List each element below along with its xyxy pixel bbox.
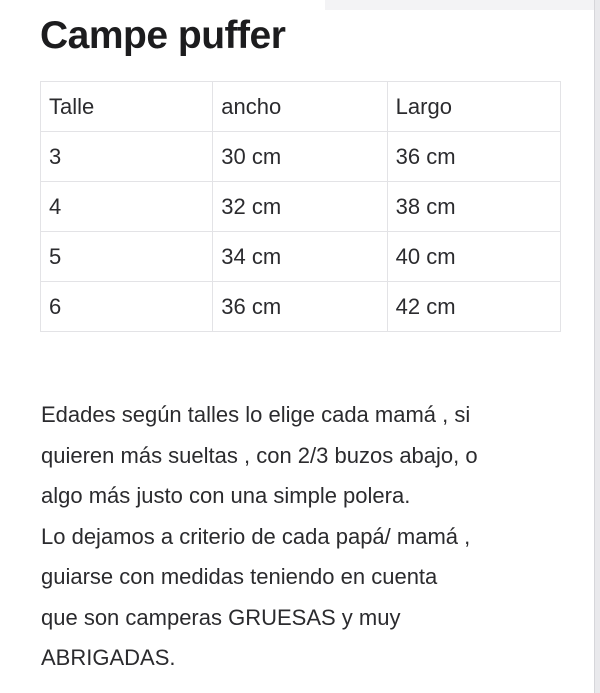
table-row	[41, 182, 561, 232]
size-chart-table	[40, 81, 561, 332]
cell-talle: 4	[41, 182, 213, 232]
description-text	[41, 395, 576, 679]
cell-ancho: 36 cm	[213, 282, 387, 332]
table-row	[41, 132, 561, 182]
cell-talle: 6	[41, 282, 213, 332]
table-row	[41, 232, 561, 282]
right-edge-divider	[594, 0, 600, 693]
cell-ancho: 30 cm	[213, 132, 387, 182]
cell-largo: 42 cm	[387, 282, 560, 332]
header-ancho: ancho	[213, 82, 387, 132]
description-line: que son camperas GRUESAS y muy	[41, 604, 401, 630]
top-edge-shade	[325, 0, 595, 10]
page-title: Campe puffer	[40, 14, 286, 57]
header-largo: Largo	[387, 82, 560, 132]
cell-largo: 38 cm	[387, 182, 560, 232]
cell-largo: 36 cm	[387, 132, 560, 182]
description-line: quieren más sueltas , con 2/3 buzos abajo, o	[41, 442, 478, 468]
cell-talle: 3	[41, 132, 213, 182]
table-row	[41, 282, 561, 332]
table-header-row	[41, 82, 561, 132]
cell-largo: 40 cm	[387, 232, 560, 282]
description-line: ABRIGADAS.	[41, 645, 176, 670]
cell-talle: 5	[41, 232, 213, 282]
description-line: Lo dejamos a criterio de cada papá/ mamá ,	[41, 523, 471, 549]
description-line: algo más justo con una simple polera.	[41, 483, 411, 508]
cell-ancho: 34 cm	[213, 232, 387, 282]
cell-ancho: 32 cm	[213, 182, 387, 232]
description-line: Edades según talles lo elige cada mamá , si	[41, 402, 471, 427]
header-talle: Talle	[41, 82, 213, 132]
description-line: guiarse con medidas teniendo en cuenta	[41, 564, 438, 589]
